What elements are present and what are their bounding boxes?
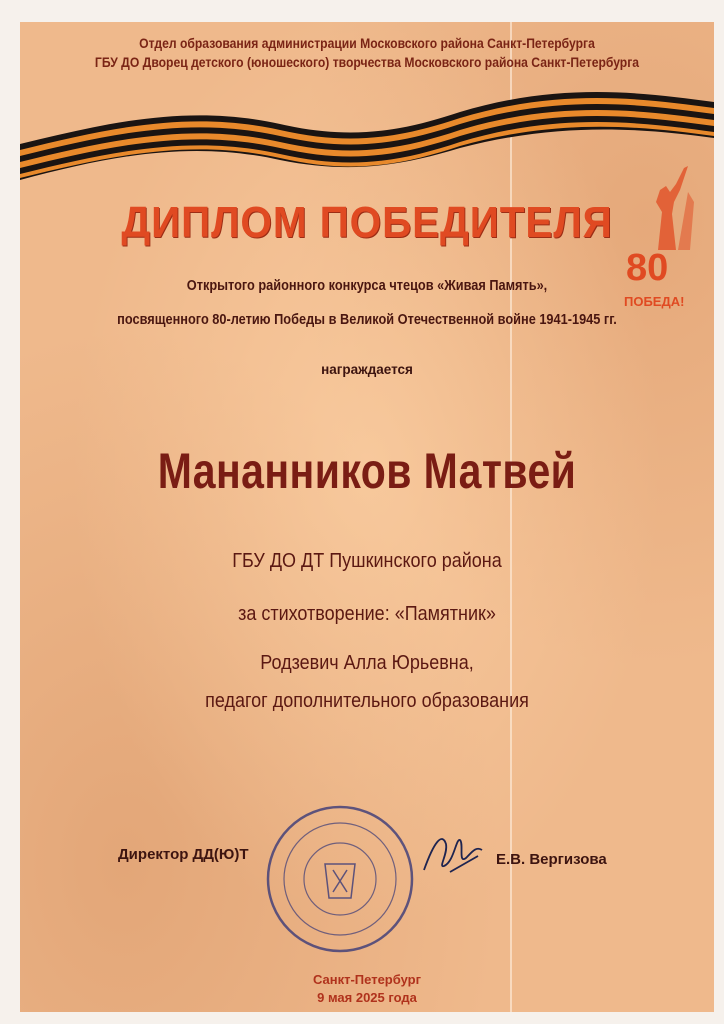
awarded-label: награждается	[321, 362, 413, 377]
director-title: Директор ДД(Ю)Т	[118, 846, 249, 863]
contest-line2: посвященного 80-летию Победы в Великой Отечественной войне 1941-1945 гг.	[117, 312, 617, 328]
victory-80-badge	[618, 162, 710, 322]
official-seal	[265, 804, 415, 954]
institution: ГБУ ДО ДТ Пушкинского района	[232, 550, 502, 572]
contest-line1: Открытого районного конкурса чтецов «Живая Память»,	[186, 278, 548, 294]
diploma-sheet	[20, 22, 714, 1012]
header-org-line1: Отдел образования администрации Московского района Санкт-Петербурга	[139, 36, 595, 51]
badge-word: ПОБЕДА!	[624, 294, 685, 309]
badge-number: 80	[626, 247, 669, 289]
teacher-role: педагог дополнительного образования	[205, 690, 529, 712]
handwritten-signature	[420, 822, 490, 882]
footer-city: Санкт-Петербург	[312, 972, 422, 987]
recipient-name: Мананников Матвей	[157, 443, 577, 499]
st-george-ribbon	[20, 82, 714, 192]
header-org-line2: ГБУ ДО Дворец детского (юношеского) творчества Московского района Санкт-Петербурга	[94, 55, 640, 70]
footer-date: 9 мая 2025 года	[317, 990, 417, 1005]
work-title: за стихотворение: «Памятник»	[238, 603, 496, 625]
diploma-title: ДИПЛОМ ПОБЕДИТЕЛЯ	[121, 198, 613, 247]
teacher-name: Родзевич Алла Юрьевна,	[260, 652, 474, 674]
motherland-statue-icon	[618, 162, 710, 252]
signer-name: Е.В. Вергизова	[496, 851, 607, 868]
